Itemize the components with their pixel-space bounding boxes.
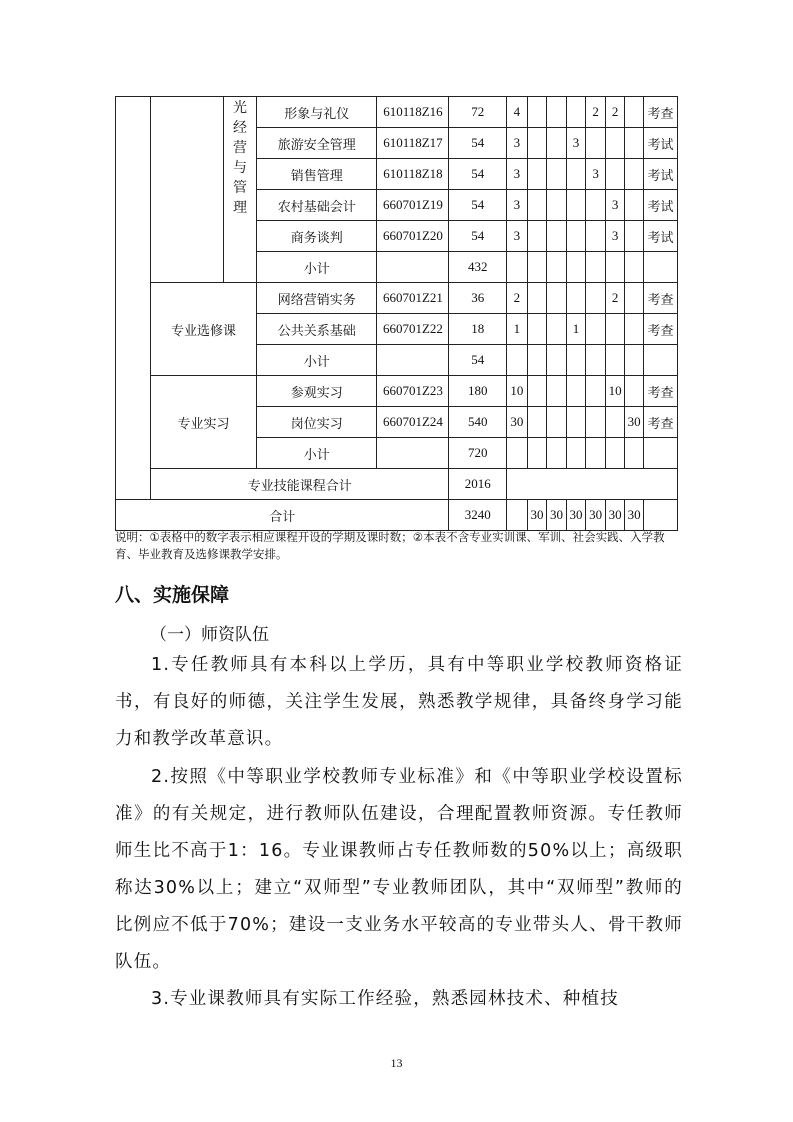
table-row <box>116 376 678 407</box>
semester-cell <box>566 252 586 283</box>
semester-cell <box>547 345 567 376</box>
semester-cell <box>527 407 547 438</box>
semester-cell <box>605 128 625 159</box>
course-name-cell: 旅游安全管理 <box>257 128 377 159</box>
semester-cell <box>586 190 606 221</box>
semester-cell <box>566 221 586 252</box>
hours-cell: 54 <box>449 221 507 252</box>
semester-cell <box>527 283 547 314</box>
semester-cell: 30 <box>527 500 547 531</box>
credit-cell: 3 <box>507 128 528 159</box>
semester-cell <box>547 190 567 221</box>
table-row <box>116 283 678 314</box>
semester-cell <box>625 252 644 283</box>
semester-cell: 30 <box>566 500 586 531</box>
subsection-heading: （一）师资队伍 <box>150 625 269 645</box>
semester-cell <box>625 159 644 190</box>
course-code-cell <box>377 345 449 376</box>
semester-cell <box>586 283 606 314</box>
category-cell <box>116 97 151 500</box>
semester-cell <box>625 283 644 314</box>
course-name-cell: 小计 <box>257 252 377 283</box>
total-label-cell: 合计 <box>116 500 449 531</box>
category-char: 理 <box>233 201 248 216</box>
semester-cell <box>527 345 547 376</box>
semester-cell <box>547 159 567 190</box>
credit-cell <box>507 500 528 531</box>
category-cell <box>150 97 223 283</box>
semester-cell <box>586 376 606 407</box>
assessment-cell <box>643 345 677 376</box>
semester-cell <box>527 314 547 345</box>
course-name-cell: 商务谈判 <box>257 221 377 252</box>
course-name-cell: 网络营销实务 <box>257 283 377 314</box>
semester-cell: 3 <box>566 128 586 159</box>
practice-label-cell: 专业实习 <box>150 376 256 469</box>
semester-cell: 30 <box>625 407 644 438</box>
semester-cell <box>586 345 606 376</box>
semester-cell <box>547 97 567 128</box>
category-char: 管 <box>233 181 248 196</box>
credit-cell: 10 <box>507 376 528 407</box>
semester-cell <box>547 376 567 407</box>
semester-cell <box>625 314 644 345</box>
hours-cell: 54 <box>449 128 507 159</box>
semester-cell: 2 <box>605 283 625 314</box>
semester-cell <box>625 221 644 252</box>
course-code-cell: 660701Z23 <box>377 376 449 407</box>
category-char: 与 <box>233 161 248 176</box>
assessment-cell <box>643 252 677 283</box>
semester-cell <box>527 97 547 128</box>
course-name-cell: 小计 <box>257 438 377 469</box>
semester-cell: 2 <box>586 97 606 128</box>
semester-cell <box>547 128 567 159</box>
course-code-cell: 660701Z19 <box>377 190 449 221</box>
table-note: 说明：①表格中的数字表示相应课程开设的学期及课时数；②本表不含专业实训课、军训、社会实践、入学教育、毕业教育及选修课教学安排。 <box>115 530 665 561</box>
semester-cell <box>527 438 547 469</box>
semester-cell <box>566 190 586 221</box>
hours-cell: 18 <box>449 314 507 345</box>
course-name-cell: 农村基础会计 <box>257 190 377 221</box>
semester-cell <box>625 190 644 221</box>
semester-cell: 10 <box>605 376 625 407</box>
semester-cell <box>547 438 567 469</box>
semester-cell <box>547 407 567 438</box>
credit-cell: 30 <box>507 407 528 438</box>
assessment-cell: 考试 <box>643 159 677 190</box>
table-row <box>116 97 678 128</box>
credit-cell: 4 <box>507 97 528 128</box>
elective-label-cell: 专业选修课 <box>150 283 256 376</box>
semester-cell <box>527 128 547 159</box>
skills-total-hours-cell: 2016 <box>449 469 507 500</box>
semester-cell: 30 <box>625 500 644 531</box>
semester-cell <box>527 376 547 407</box>
credit-cell <box>507 252 528 283</box>
semester-cell <box>527 159 547 190</box>
assessment-cell: 考查 <box>643 283 677 314</box>
course-code-cell: 660701Z22 <box>377 314 449 345</box>
hours-cell: 54 <box>449 159 507 190</box>
semester-cell <box>566 345 586 376</box>
credit-cell: 2 <box>507 283 528 314</box>
credit-cell <box>507 438 528 469</box>
course-code-cell: 660701Z20 <box>377 221 449 252</box>
assessment-cell: 考试 <box>643 128 677 159</box>
hours-cell: 540 <box>449 407 507 438</box>
semester-cell <box>586 438 606 469</box>
assessment-cell: 考试 <box>643 221 677 252</box>
semester-cell <box>605 407 625 438</box>
course-name-cell: 形象与礼仪 <box>257 97 377 128</box>
semester-cell <box>566 97 586 128</box>
category-char: 经 <box>233 121 248 136</box>
semester-cell: 30 <box>547 500 567 531</box>
semester-cell <box>625 97 644 128</box>
credit-cell <box>507 345 528 376</box>
course-name-cell: 岗位实习 <box>257 407 377 438</box>
credit-cell: 3 <box>507 221 528 252</box>
semester-cell <box>527 252 547 283</box>
hours-cell: 54 <box>449 345 507 376</box>
semester-cell: 3 <box>605 190 625 221</box>
course-code-cell: 610118Z16 <box>377 97 449 128</box>
assessment-cell: 考查 <box>643 407 677 438</box>
table-cell <box>507 469 678 500</box>
semester-cell: 1 <box>566 314 586 345</box>
total-row <box>116 500 678 531</box>
course-code-cell: 660701Z21 <box>377 283 449 314</box>
semester-cell <box>547 314 567 345</box>
hours-cell: 180 <box>449 376 507 407</box>
course-code-cell <box>377 438 449 469</box>
semester-cell <box>547 283 567 314</box>
semester-cell <box>605 438 625 469</box>
credit-cell: 1 <box>507 314 528 345</box>
semester-cell <box>586 252 606 283</box>
paragraph-3: 3.专业课教师具有实际工作经验，熟悉园林技术、种植技 <box>151 989 619 1009</box>
semester-cell <box>586 128 606 159</box>
semester-cell: 3 <box>605 221 625 252</box>
assessment-cell: 考查 <box>643 97 677 128</box>
credit-cell: 3 <box>507 190 528 221</box>
semester-cell: 30 <box>586 500 606 531</box>
semester-cell <box>605 159 625 190</box>
semester-cell <box>605 252 625 283</box>
course-code-cell: 660701Z24 <box>377 407 449 438</box>
assessment-cell: 考试 <box>643 190 677 221</box>
semester-cell <box>566 159 586 190</box>
semester-cell <box>586 314 606 345</box>
semester-cell <box>527 221 547 252</box>
semester-cell <box>547 252 567 283</box>
paragraph-1: 1.专任教师具有本科以上学历，具有中等职业学校教师资格证书，有良好的师德，关注学生发展，熟悉教学规律，具备终身学习能力和教学改革意识。 <box>115 655 683 749</box>
assessment-cell <box>643 438 677 469</box>
course-name-cell: 公共关系基础 <box>257 314 377 345</box>
semester-cell <box>527 190 547 221</box>
course-code-cell: 610118Z18 <box>377 159 449 190</box>
category-char: 光 <box>233 101 248 116</box>
semester-cell <box>586 407 606 438</box>
credit-cell: 3 <box>507 159 528 190</box>
course-name-cell: 销售管理 <box>257 159 377 190</box>
semester-cell: 30 <box>605 500 625 531</box>
assessment-cell: 考查 <box>643 314 677 345</box>
hours-cell: 54 <box>449 190 507 221</box>
semester-cell: 2 <box>605 97 625 128</box>
page-number: 13 <box>390 1056 403 1070</box>
semester-cell <box>625 128 644 159</box>
course-code-cell: 610118Z17 <box>377 128 449 159</box>
hours-cell: 72 <box>449 97 507 128</box>
paragraph-2: 2.按照《中等职业学校教师专业标准》和《中等职业学校设置标准》的有关规定，进行教师队伍建设，合理配置教师资源。专任教师师生比不高于1：16。专业课教师占专任教师数的50%以上；高级职称达30%以上；建立“双师型”专业教师团队，其中“双师型”教师的比例应不低于70%；建设一支业务水平较高的专业带头人、骨干教师队伍。 <box>115 767 683 972</box>
hours-cell: 720 <box>449 438 507 469</box>
category-direction-cell <box>224 97 257 283</box>
course-name-cell: 小计 <box>257 345 377 376</box>
total-hours-cell: 3240 <box>449 500 507 531</box>
category-char: 营 <box>233 141 248 156</box>
course-schedule-table <box>115 96 678 531</box>
semester-cell <box>625 438 644 469</box>
semester-cell <box>566 283 586 314</box>
semester-cell <box>605 345 625 376</box>
semester-cell <box>566 407 586 438</box>
semester-cell <box>605 314 625 345</box>
skills-total-label-cell: 专业技能课程合计 <box>150 469 448 500</box>
assessment-cell <box>643 500 677 531</box>
semester-cell <box>625 376 644 407</box>
hours-cell: 36 <box>449 283 507 314</box>
course-code-cell <box>377 252 449 283</box>
semester-cell <box>566 376 586 407</box>
table-row <box>116 469 678 500</box>
semester-cell <box>547 221 567 252</box>
semester-cell: 3 <box>586 159 606 190</box>
semester-cell <box>586 221 606 252</box>
semester-cell <box>625 345 644 376</box>
section-heading: 八、实施保障 <box>115 584 230 606</box>
semester-cell <box>566 438 586 469</box>
assessment-cell: 考查 <box>643 376 677 407</box>
hours-cell: 432 <box>449 252 507 283</box>
course-name-cell: 参观实习 <box>257 376 377 407</box>
